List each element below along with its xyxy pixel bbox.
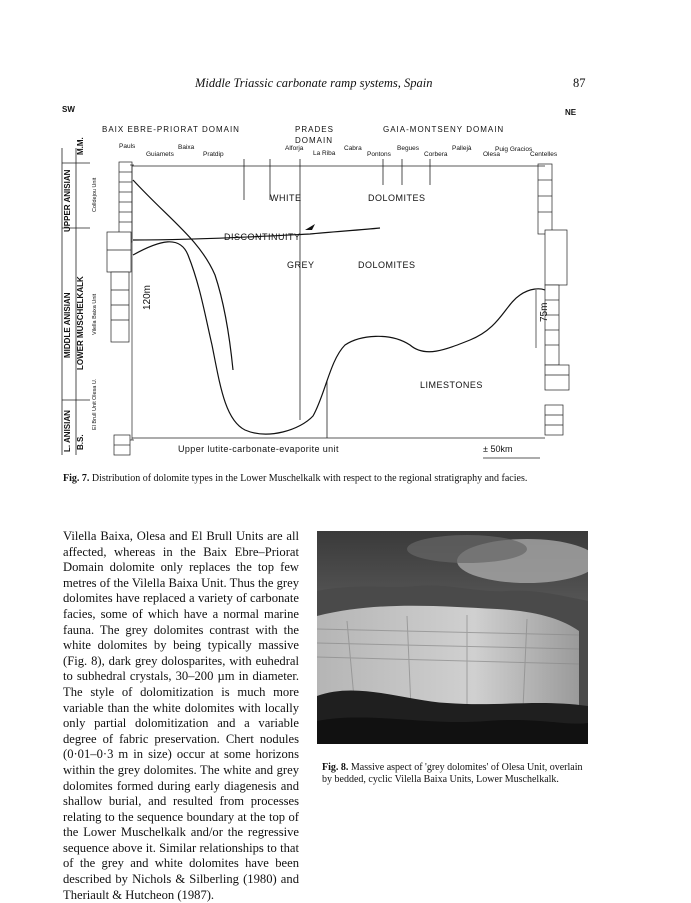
- label-upper-anisian: UPPER ANISIAN: [63, 169, 72, 232]
- unit-el-brull: El Brull Unit: [92, 401, 98, 430]
- loc-pauls: Pauls: [119, 143, 136, 150]
- figure-7-diagram: [0, 100, 691, 470]
- running-title: Middle Triassic carbonate ramp systems, Spain: [195, 76, 433, 90]
- sw-label: SW: [62, 105, 75, 114]
- label-lower-muschelkalk: LOWER MUSCHELKALK: [76, 276, 85, 370]
- loc-alforja: Alforja: [285, 145, 304, 152]
- figure-7-caption: [63, 473, 638, 484]
- figure-8-caption: [322, 762, 590, 786]
- label-discontinuity: DISCONTINUITY: [224, 232, 301, 242]
- label-grey: GREY: [287, 260, 315, 270]
- loc-corbera: Corbera: [424, 151, 448, 158]
- loc-pratdip: Pratdip: [203, 151, 224, 158]
- figure-8-photo: [317, 531, 588, 744]
- scale-bar-label: ± 50km: [483, 444, 513, 454]
- domain-gaia-montseny: GAIA-MONTSENY DOMAIN: [383, 125, 505, 134]
- loc-baixa: Baixa: [178, 144, 195, 151]
- body-paragraph: Vilella Baixa, Olesa and El Brull Units are all affected, whereas in the Baix Ebre–Priorat Domain dolomite only replaces the top few metres of the Vilella Baixa Unit. Thus the grey dolomites have replaced a variety of carbonate facies, some of which have a normal marine fauna. The grey dolomites contrast with the white dolomites by being typically massive (Fig. 8), dark grey dolosparites, with euhedral to subhedral crystals, 30–200 µm in diameter. The style of dolomitization is much more variable than the white dolomites with locally only partial dolomitization and a variable degree of fabric preservation. Chert nodules (0·01–0·3 m in size) occur at some horizons within the grey dolomites. The white and grey dolomites formed during early diagenesis and shallow burial, and resulted from processes relating to the sequence boundary at the top of the Lower Muschelkalk and/or the regressive sequence above it. Similar relationships to that of the grey and white dolomites have been described by Nichols & Silberling (1980) and Theriault & Hutcheon (1987).: [63, 529, 299, 902]
- figure-8-caption-text: Massive aspect of 'grey dolomites' of Olesa Unit, overlain by bedded, cyclic Vilella Baixa Units, Lower Muschelkalk.: [322, 762, 583, 785]
- figure-7-label: Fig. 7.: [63, 473, 90, 484]
- label-dolomites-2: DOLOMITES: [358, 260, 416, 270]
- label-bs: B.S.: [76, 434, 85, 450]
- label-limestones: LIMESTONES: [420, 380, 483, 390]
- label-l-anisian: L. ANISIAN: [63, 410, 72, 452]
- ne-label: NE: [565, 108, 577, 117]
- unit-olesa: Olesa U.: [92, 378, 98, 400]
- figure-7-caption-text: Distribution of dolomite types in the Lower Muschelkalk with respect to the regional stratigraphy and facies.: [89, 473, 528, 484]
- label-bottom-unit: Upper lutite-carbonate-evaporite unit: [178, 444, 339, 454]
- domain-prades-2: DOMAIN: [295, 136, 333, 145]
- label-white: WHITE: [270, 193, 302, 203]
- unit-colldejou: Colldejou Unit: [92, 177, 98, 212]
- discontinuity-arrow-icon: [305, 224, 315, 230]
- domain-baix-ebre: BAIX EBRE-PRIORAT DOMAIN: [102, 125, 240, 134]
- unit-vilella-baixa: Vilella Baixa Unit: [92, 293, 98, 335]
- scale-75m: 75m: [539, 302, 550, 322]
- figure-8-label: Fig. 8.: [322, 762, 349, 773]
- loc-la-riba: La Riba: [313, 150, 336, 157]
- label-middle-anisian: MIDDLE ANISIAN: [63, 292, 72, 358]
- label-dolomites-1: DOLOMITES: [368, 193, 426, 203]
- loc-cabra: Cabra: [344, 145, 362, 152]
- loc-olesa: Olesa: [483, 151, 500, 158]
- domain-prades: PRADES: [295, 125, 334, 134]
- loc-guiamets: Guiamets: [146, 151, 174, 158]
- loc-centelles: Centelles: [530, 151, 558, 158]
- loc-palleja: Pallejà: [452, 145, 472, 152]
- scale-120m: 120m: [142, 284, 153, 310]
- loc-begues: Begues: [397, 145, 420, 152]
- loc-pontons: Pontons: [367, 151, 391, 158]
- loc-puig-gracios: Puig Gracios: [495, 146, 533, 153]
- page-number: 87: [573, 76, 586, 90]
- label-mm: M.M.: [76, 137, 85, 155]
